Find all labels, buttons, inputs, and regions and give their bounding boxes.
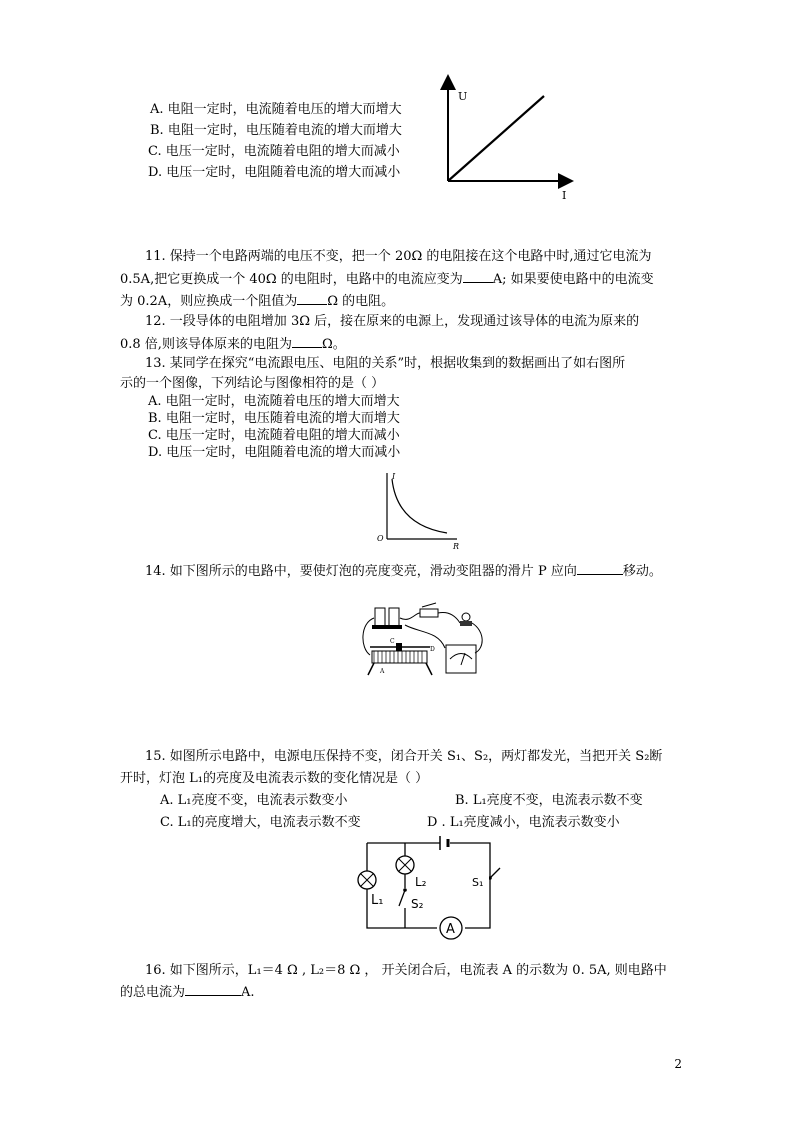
q15-circuit: [355, 838, 495, 943]
y-axis-label: U: [458, 90, 468, 103]
q11-blank-2[interactable]: [297, 292, 327, 305]
q10-option-c: C. 电压一定时，电流随着电阻的增大而减小: [148, 144, 400, 159]
q13-option-b: B. 电阻一定时，电压随着电流的增大而增大: [148, 411, 400, 426]
label-ammeter: A: [446, 922, 455, 937]
rheostat-icon: [372, 651, 427, 663]
q12-line2-text-b: Ω。: [321, 337, 346, 352]
q12-line1: 12. 一段导体的电阻增加 3Ω 后，接在原来的电源上，发现通过该导体的电流为原来的: [145, 314, 640, 329]
x-axis-label: I: [562, 189, 567, 202]
q12-blank[interactable]: [292, 335, 322, 348]
rheostat-legs: [368, 663, 432, 675]
i-r-curve: [392, 479, 447, 533]
q14-blank[interactable]: [577, 562, 623, 575]
q14-text-b: 移动。: [622, 564, 662, 579]
switch-s1-icon: [490, 868, 500, 878]
bulb-base: [460, 621, 472, 626]
label-a: A: [380, 668, 385, 675]
q15-line1: 15. 如图所示电路中，电源电压保持不变，闭合开关 S₁、S₂，两灯都发光，当把开关 S₂断: [145, 749, 663, 764]
ammeter-needle: [461, 653, 465, 665]
u-i-line: [448, 96, 544, 181]
battery-2-icon: [389, 608, 399, 626]
q11-line2: [120, 270, 654, 289]
q16-blank[interactable]: [185, 983, 241, 996]
q11-line2-text: 0.5A,把它更换成一个 40Ω 的电阻时，电路中的电流应变为: [120, 272, 463, 287]
q13-option-a: A. 电阻一定时，电流随着电压的增大而增大: [148, 394, 400, 409]
q15-option-c: C. L₁的亮度增大，电流表示数不变: [160, 815, 361, 830]
q16-line2-text-b: A.: [241, 985, 255, 1000]
switch-s2-icon: [399, 890, 405, 906]
label-c: C: [390, 638, 395, 645]
q13-ir-graph: [373, 467, 468, 552]
q11-line2-text-b: A; 如果要使电路中的电流变: [492, 272, 654, 287]
label-l1: L₁: [371, 893, 384, 908]
q12-line2: [120, 335, 346, 354]
q13-line1: 13. 某同学在探究“电流跟电压、电阻的关系”时，根据收集到的数据画出了如右图所: [145, 356, 626, 371]
rheostat-slider: [396, 643, 402, 651]
q15-option-a: A. L₁亮度不变，电流表示数变小: [160, 793, 348, 808]
q13-option-d: D. 电压一定时，电阻随着电流的增大而减小: [148, 445, 401, 460]
q11-blank-1[interactable]: [463, 270, 493, 283]
q10-option-d: D. 电压一定时，电阻随着电流的增大而减小: [148, 165, 401, 180]
q14-circuit-figure: [360, 603, 490, 683]
q10-ui-graph: [440, 80, 570, 205]
ammeter-scale: [450, 654, 472, 660]
q11-line3: [120, 292, 394, 311]
origin-label: O: [377, 534, 384, 543]
q16-line1: 16. 如下图所示，L₁＝4 Ω , L₂＝8 Ω ， 开关闭合后，电流表 A 的示数为 0. 5A, 则电路中: [145, 963, 667, 978]
q10-option-b: B. 电阻一定时，电压随着电流的增大而增大: [150, 123, 402, 138]
q13-option-c: C. 电压一定时，电流随着电阻的增大而减小: [148, 428, 400, 443]
q12-line2-text: 0.8 倍,则该导体原来的电阻为: [120, 337, 292, 352]
q14-text: 14. 如下图所示的电路中，要使灯泡的亮度变亮，滑动变阻器的滑片 P 应向: [145, 564, 577, 579]
y-axis-label: I: [392, 472, 396, 481]
switch-lever: [422, 603, 436, 607]
q16-line2-text: 的总电流为: [120, 985, 186, 1000]
page-number: 2: [674, 1057, 682, 1071]
q11-line1: 11. 保持一个电路两端的电压不变，把一个 20Ω 的电阻接在这个电路中时,通过它电流为: [145, 249, 652, 264]
label-d: D: [430, 646, 435, 653]
battery-1-icon: [375, 608, 385, 626]
q14-line: [145, 562, 662, 581]
x-axis-label: R: [453, 542, 460, 551]
q15-option-d: D . L₁亮度减小，电流表示数变小: [427, 815, 620, 830]
q11-line3-text: 为 0.2A，则应换成一个阻值为: [120, 294, 298, 309]
q15-line2: 开时，灯泡 L₁的亮度及电流表示数的变化情况是（ ）: [120, 771, 429, 786]
q11-line3-text-b: Ω 的电阻。: [327, 294, 395, 309]
label-l2: L₂: [415, 875, 427, 889]
q16-line2: [120, 983, 255, 1002]
switch-icon: [420, 609, 438, 617]
q13-line2: 示的一个图像，下列结论与图像相符的是（ ）: [120, 376, 385, 391]
label-s2: S₂: [411, 897, 424, 911]
bulb-icon: [462, 613, 470, 621]
wires: [363, 612, 482, 655]
q10-option-a: A. 电阻一定时，电流随着电压的增大而增大: [150, 102, 402, 117]
rheostat-coils: [374, 651, 422, 663]
label-s1: S₁: [472, 876, 484, 889]
battery-base: [372, 625, 402, 629]
q15-option-b: B. L₁亮度不变，电流表示数不变: [455, 793, 643, 808]
